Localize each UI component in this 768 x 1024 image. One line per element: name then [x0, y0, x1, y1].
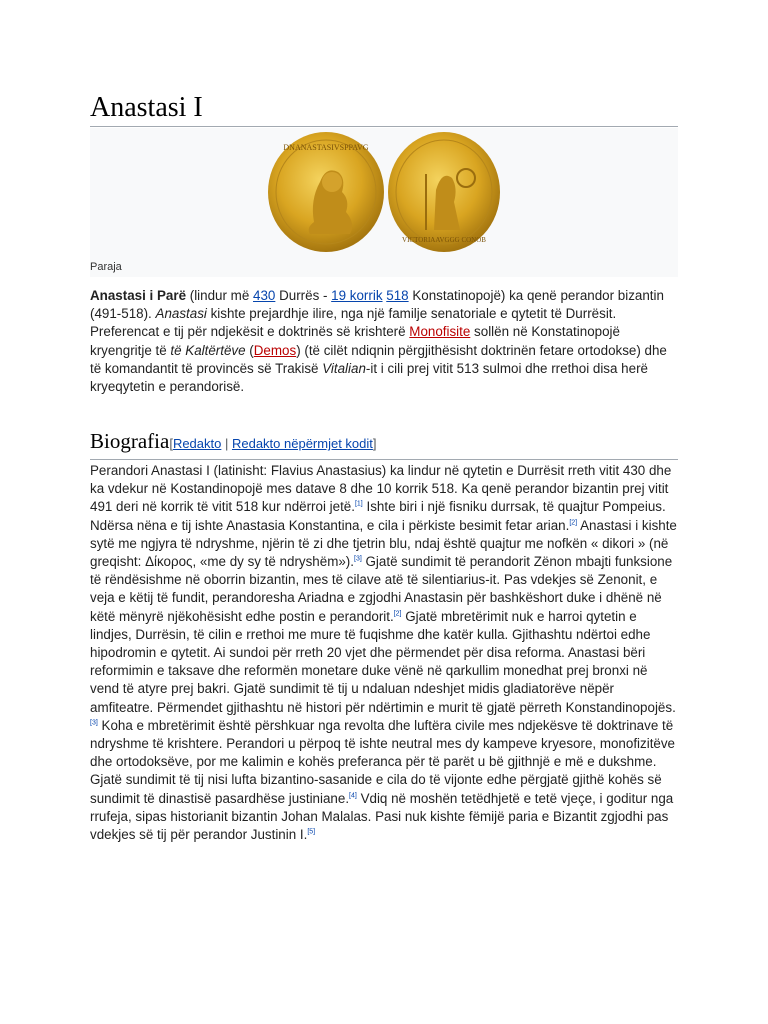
- intro-paragraph: [90, 287, 678, 396]
- reference-link[interactable]: [2]: [569, 519, 578, 527]
- intro-text: Konstatinopojë) ka qenë perandor bizantin (491-518).: [90, 288, 664, 322]
- link-19-korrik[interactable]: 19 korrik: [331, 288, 383, 303]
- coin-figure: [90, 128, 678, 277]
- reference-link[interactable]: [5]: [307, 828, 316, 836]
- reference-link[interactable]: [4]: [349, 792, 357, 800]
- body-text: Perandori Anastasi I (latinisht: Flavius Anastasius) ka lindur në qytetin e Durrësit rreth vitit 430 dhe ka vdekur në Kostandinopojë mes datave 8 dhe 10 korrik 518. Ka qenë perandor bizantin prej vitit 491 deri në korrik të vitit 518 kur ndërroi jetë.: [90, 463, 672, 515]
- intro-text: Durrës -: [275, 288, 332, 303]
- body-text: Koha e mbretërimit është përshkuar nga revolta dhe luftëra civile mes ndjekësve të doktrinave të ndryshme të krishtere. Perandori u përpoq të ishte neutral mes dy kampeve kryesore, monofizitëve dhe ortodoksëve, por me kalimin e kohës preferanca për të parët u bë gjithnjë e më e dukshme. Gjatë sundimit të tij nisi lufta bizantino-sasanide e cila do të vijonte edhe përgjatë gjithë kohës së sundimit të dinastisë pasardhëse justiniane.: [90, 717, 676, 806]
- intro-text: kishte prejardhje ilire, nga një familje senatoriale e qytetit të Durrësit. Preferencat e tij për ndjekësit e doktrinës së krishterë: [90, 306, 617, 340]
- intro-text: ) (të cilët ndiqnin përgjithësisht doktrinën fetare ortodokse) dhe të komandantit të provincës së Trakisë: [90, 342, 667, 376]
- edit-separator: |: [221, 436, 232, 451]
- body-text: Vdiq në moshën tetëdhjetë e tetë vjeçe, i goditur nga rrufeja, sipas historianit bizantin Johan Malalas. Pasi nuk kishte fëmijë paria e Bizantit zgjodhi pas vdekjes së tij për perandor Justinin I.: [90, 790, 674, 843]
- link-demos[interactable]: Demos: [253, 342, 297, 358]
- subject-name: Anastasi i Parë: [90, 288, 187, 303]
- page-title: Anastasi I: [90, 92, 678, 127]
- coin-reverse: [388, 132, 500, 252]
- intro-italic: Vitalian: [322, 360, 366, 376]
- link-430[interactable]: 430: [253, 288, 276, 303]
- link-518[interactable]: 518: [386, 288, 409, 303]
- intro-italic: Anastasi: [155, 306, 207, 322]
- figure-caption: Paraja: [90, 261, 122, 273]
- reference-link[interactable]: [3]: [90, 719, 98, 727]
- edit-source-link[interactable]: Redakto nëpërmjet kodit: [231, 436, 373, 451]
- biography-paragraph: [90, 462, 678, 844]
- coin-obverse-inscription: DNANASTASIVSPPAVG: [283, 143, 369, 152]
- edit-bracket: [: [169, 436, 173, 451]
- edit-bracket: ]: [372, 436, 377, 451]
- intro-italic: të Kaltërtëve: [170, 342, 246, 358]
- intro-text: (lindur më: [186, 288, 254, 303]
- reference-link[interactable]: [1]: [354, 500, 363, 508]
- coin-obverse: [268, 132, 384, 252]
- coin-reverse-inscription: VICTORIAAVGGG CONOB: [402, 236, 486, 244]
- link-monofisite[interactable]: Monofisite: [409, 324, 471, 340]
- section-title: Biografia: [90, 429, 170, 453]
- intro-text: sollën në Konstatinopojë kryengritje të: [90, 324, 620, 358]
- coin-image[interactable]: [266, 130, 502, 254]
- body-text: Anastasi i kishte sytë me ngjyra të ndryshme, njërin të zi dhe tjetrin blu, ndaj është quajtur me nofkën « dikori » (në greqisht: Δίκορος, «me dy sy të ndryshëm»).: [90, 517, 677, 570]
- intro-text: (: [245, 342, 254, 358]
- reference-link[interactable]: [2]: [393, 610, 402, 618]
- section-heading-biografia: [90, 428, 678, 460]
- intro-text: -it i cili prej vitit 513 sulmoi dhe rrethoi disa herë kryeqytetin e perandorisë.: [90, 360, 648, 395]
- reference-link[interactable]: [3]: [354, 555, 362, 563]
- edit-link[interactable]: Redakto: [172, 436, 222, 451]
- body-text: Ishte biri i një fisniku durrsak, të quajtur Pompeius. Ndërsa nëna e tij ishte Anastasia Konstantina, e cila i përkiste besimit fetar arian.: [90, 499, 666, 533]
- body-text: Gjatë mbretërimit nuk e harroi qytetin e lindjes, Durrësin, të cilin e rrethoi me mure të fuqishme dhe katër kulla. Gjithashtu ndërtoi edhe hipodromin e qytetit. Ai sundoi për rreth 20 vjet dhe përmendet për disa reforma. Anastasi bëri reformimin e taksave dhe reformën monetare duke vënë në qarkullim monedhat prej bronxi në vend të atyre prej bakri. Gjatë sundimit të tij u ndaluan ndeshjet midis gladiatorëve nëpër amfiteatre. Përmendet gjithashtu në histori për ndërtimin e murit të gjatë përreth Konstandinopojës.: [90, 608, 676, 715]
- body-text: Gjatë sundimit të perandorit Zënon mbajti funksione të rëndësishme në oborrin bizantin, mes të cilave atë të silentiarius-it. Pas vdekjes së Zenonit, e veja e këtij të fundit, perandoresha Ariadna e zgjodhi Anastasin për bashkëshort duke i dhënë në këtë mënyrë njëkohësisht edhe postin e perandorit.: [90, 554, 673, 624]
- edit-section-links: [169, 436, 376, 451]
